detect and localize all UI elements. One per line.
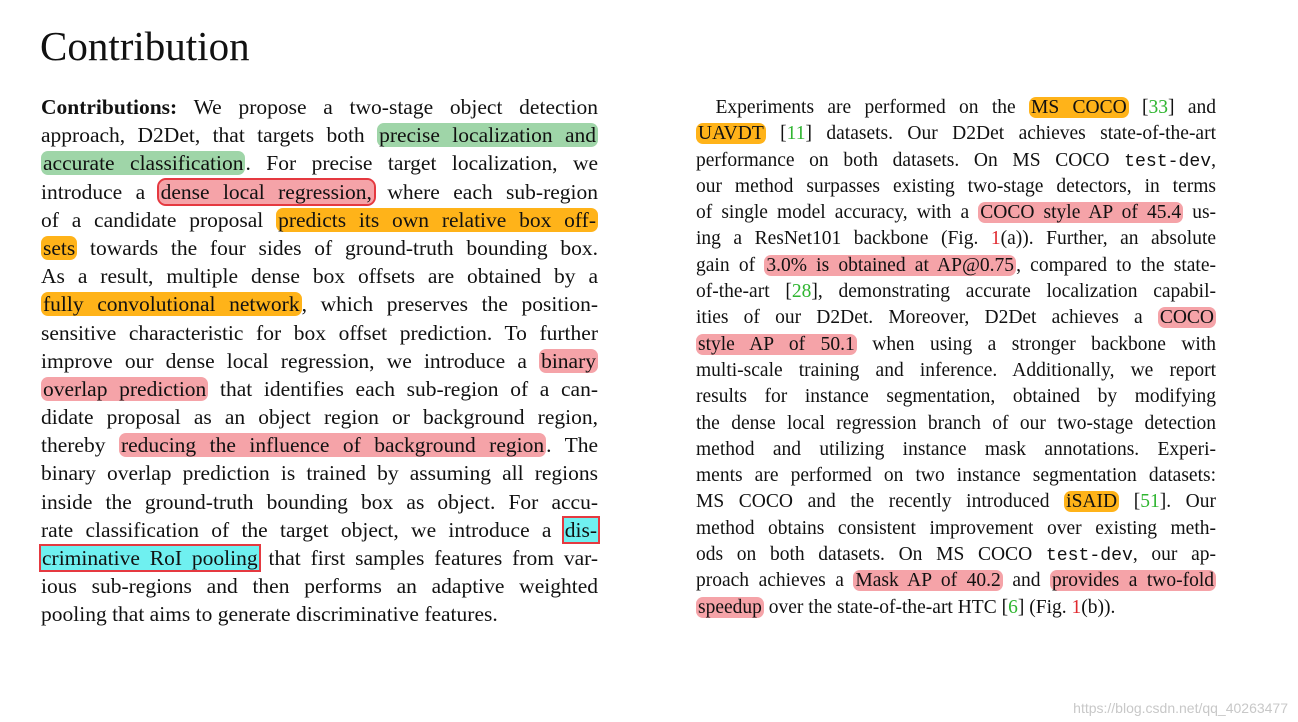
- text-span: over the state-of-the-art HTC [: [768, 596, 1009, 618]
- code-test-dev: test-dev: [1045, 546, 1133, 567]
- text-span: us-: [1192, 202, 1217, 224]
- highlight-criminative-roi-pooling: criminative RoI pooling: [42, 546, 258, 570]
- highlight-ms-coco: MS COCO: [1031, 97, 1127, 118]
- text-line: [41, 234, 598, 262]
- highlight-overlap-prediction: overlap prediction: [43, 376, 207, 401]
- text-line: [696, 542, 1216, 568]
- watermark-url: https://blog.csdn.net/qq_40263477: [1073, 700, 1288, 716]
- text-line: our method surpasses existing two-stage detectors, in terms: [696, 175, 1216, 197]
- highlight-ap75-gain: 3.0% is obtained at AP@0.75: [766, 254, 1015, 276]
- text-line: [696, 305, 1216, 331]
- citation[interactable]: 51: [1140, 491, 1160, 513]
- text-span: ]. Our: [1159, 491, 1217, 513]
- text-span: [: [1142, 97, 1149, 118]
- text-span: of a candidate proposal: [41, 207, 264, 232]
- citation[interactable]: 6: [1008, 596, 1018, 618]
- highlight-isaid: iSAID: [1066, 491, 1118, 513]
- highlight-two-fold: provides a two-fold: [1052, 570, 1215, 592]
- text-span: towards the four sides of ground-truth bounding box.: [90, 235, 599, 260]
- text-line: [41, 93, 598, 121]
- text-span: (a)). Further, an absolute: [1000, 228, 1217, 250]
- text-line: [696, 489, 1216, 515]
- text-line: inside the ground-truth bounding box as object. For accu-: [41, 489, 598, 514]
- contributions-paragraph: [41, 93, 598, 629]
- text-line: multi-scale training and inference. Additionally, we report: [696, 359, 1216, 381]
- text-span: that identifies each sub-region of a can-: [219, 376, 599, 401]
- text-line: [41, 431, 598, 459]
- text-line: [41, 178, 598, 206]
- highlight-dis: dis-: [564, 517, 597, 542]
- text-line: [41, 544, 598, 572]
- text-line: method obtains consistent improvement over existing meth-: [696, 517, 1216, 539]
- highlight-coco: COCO: [1159, 307, 1214, 329]
- highlight-binary: binary: [541, 348, 596, 373]
- code-test-dev: test-dev: [1124, 151, 1212, 172]
- text-span: ] datasets. Our D2Det achieves state-of-the-art: [805, 123, 1216, 145]
- highlight-accurate-classification: accurate classification: [43, 151, 244, 176]
- contributions-label: Contributions:: [41, 95, 178, 119]
- text-line: method and utilizing instance mask annotations. Experi-: [696, 438, 1216, 460]
- highlight-sets: sets: [43, 235, 76, 260]
- text-line: [696, 595, 1216, 621]
- text-span: [: [780, 123, 787, 145]
- text-span: (b)).: [1081, 596, 1116, 618]
- text-line: [696, 121, 1216, 147]
- text-span: and: [1012, 570, 1041, 592]
- text-line: [696, 568, 1216, 594]
- text-span: introduce a: [41, 179, 146, 204]
- text-span: . For precise target localization, we: [245, 151, 599, 176]
- text-span: . The: [546, 433, 598, 458]
- text-span: where each sub-region: [387, 179, 598, 204]
- text-span: rate classification of the target object, we introduce a: [41, 517, 552, 542]
- text-line: [696, 279, 1216, 305]
- highlight-coco-ap-45: COCO style AP of 45.4: [980, 202, 1182, 224]
- text-line: [41, 290, 598, 318]
- text-span: ities of our D2Det. Moreover, D2Det achieves a: [696, 307, 1143, 329]
- text-span: ], demonstrating accurate localization capabil-: [811, 281, 1216, 303]
- text-span: that first samples features from var-: [268, 546, 599, 570]
- figure-ref[interactable]: 1: [990, 228, 1001, 250]
- text-span: ,: [1211, 149, 1217, 171]
- text-line: [696, 200, 1216, 226]
- text-span: performance on both datasets. On MS COCO: [696, 149, 1110, 171]
- text-line: ious sub-regions and then performs an adaptive weighted: [41, 574, 598, 599]
- highlight-speedup: speedup: [698, 596, 762, 618]
- text-line: sensitive characteristic for box offset prediction. To further: [41, 320, 598, 345]
- highlight-fully-convolutional-network: fully convolutional network: [43, 292, 300, 317]
- citation[interactable]: 11: [786, 123, 806, 145]
- text-span: , compared to the state-: [1016, 254, 1216, 276]
- text-line: the dense local regression branch of our two-stage detection: [696, 412, 1216, 434]
- highlight-uavdt: UAVDT: [698, 123, 764, 145]
- text-line: [696, 253, 1216, 279]
- highlight-style-ap-50: style AP of 50.1: [698, 333, 855, 355]
- figure-ref[interactable]: 1: [1071, 596, 1082, 618]
- text-line: ments are performed on two instance segmentation datasets:: [696, 465, 1216, 487]
- text-span: ] (Fig.: [1017, 596, 1067, 618]
- text-line: results for instance segmentation, obtained by modifying: [696, 386, 1216, 408]
- text-line: [41, 375, 598, 403]
- text-span: gain of: [696, 254, 756, 276]
- text-span: ing a ResNet101 backbone (Fig.: [696, 228, 979, 250]
- text-span: , which preserves the position-: [301, 292, 598, 317]
- text-line: [41, 206, 598, 234]
- text-span: , our ap-: [1132, 544, 1216, 566]
- text-line: didate proposal as an object region or background region,: [41, 405, 598, 430]
- text-line: [696, 148, 1216, 174]
- text-span: approach, D2Det, that targets both: [41, 123, 365, 148]
- text-span: We propose a two-stage object detection: [193, 95, 598, 119]
- experiments-paragraph: [696, 95, 1216, 621]
- text-span: ] and: [1168, 97, 1217, 118]
- text-span: improve our dense local regression, we introduce a: [41, 348, 527, 373]
- highlight-reducing-background: reducing the influence of background region: [120, 433, 545, 458]
- highlight-dense-local-regression: dense local regression,: [160, 179, 372, 204]
- text-line: [41, 347, 598, 375]
- text-line: [41, 516, 598, 544]
- page-title: Contribution: [40, 23, 250, 69]
- text-span: of-the-art [: [696, 281, 792, 303]
- text-span: of single model accuracy, with a: [696, 202, 970, 224]
- highlight-mask-ap-40: Mask AP of 40.2: [855, 570, 1001, 592]
- text-line: [41, 121, 598, 149]
- text-span: Experiments are performed on the: [715, 97, 1016, 118]
- text-line: [696, 95, 1216, 121]
- text-line: [41, 149, 598, 177]
- citation[interactable]: 28: [791, 281, 812, 303]
- text-span: proach achieves a: [696, 570, 844, 592]
- text-span: MS COCO and the recently introduced: [696, 491, 1050, 513]
- text-line: binary overlap prediction is trained by assuming all regions: [41, 461, 598, 486]
- text-line: pooling that aims to generate discriminative features.: [41, 602, 498, 627]
- text-line: [696, 226, 1216, 252]
- text-span: when using a stronger backbone with: [872, 333, 1217, 355]
- text-span: thereby: [41, 433, 106, 458]
- highlight-predicts-box-offsets: predicts its own relative box off-: [278, 207, 596, 232]
- citation[interactable]: 33: [1148, 97, 1169, 118]
- text-span: [: [1133, 491, 1141, 513]
- text-span: ods on both datasets. On MS COCO: [696, 544, 1033, 566]
- text-line: [696, 332, 1216, 358]
- text-line: As a result, multiple dense box offsets are obtained by a: [41, 264, 598, 289]
- highlight-precise-localization: precise localization and: [379, 123, 596, 148]
